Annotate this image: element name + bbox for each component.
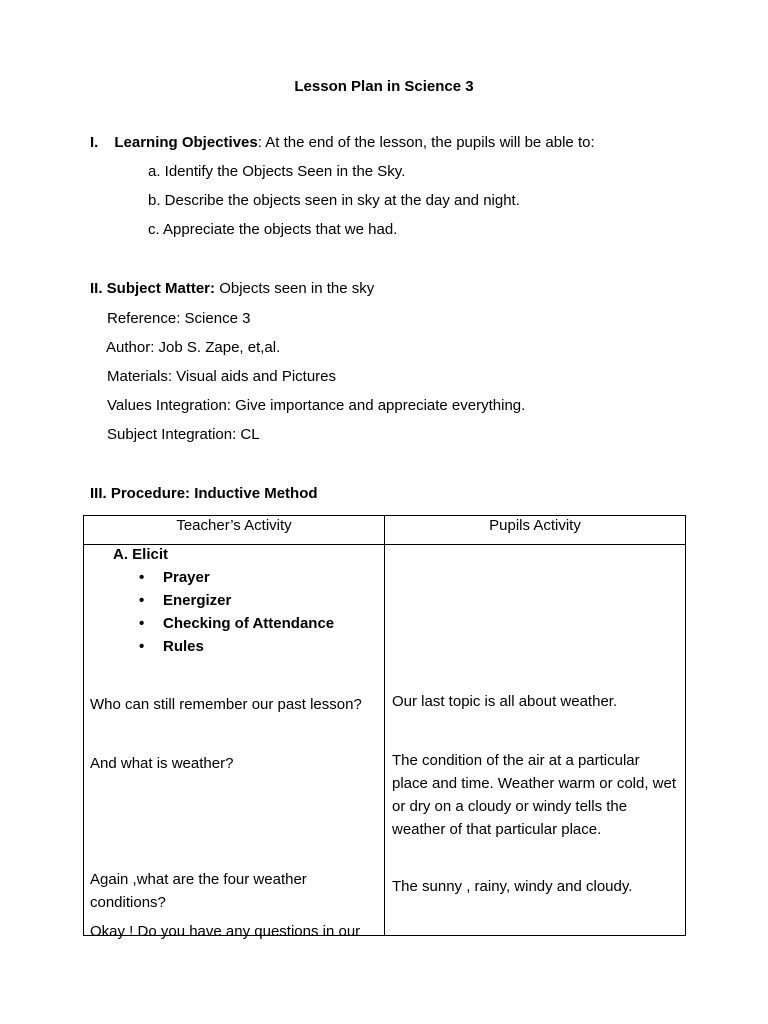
- pupil-answer: The sunny , rainy, windy and cloudy.: [392, 878, 633, 895]
- subject-matter-values-integration: Values Integration: Give importance and appreciate everything.: [107, 397, 526, 414]
- teacher-question-continued: conditions?: [90, 894, 166, 911]
- objective-item: c. Appreciate the objects that we had.: [148, 221, 398, 238]
- elicit-heading: A. Elicit: [113, 546, 169, 563]
- pupil-answer: Our last topic is all about weather.: [392, 693, 618, 710]
- teacher-question: Okay ! Do you have any questions in our: [90, 923, 361, 940]
- pupils-activity-header: Pupils Activity: [385, 516, 686, 545]
- objectives-heading: Learning Objectives: [114, 134, 258, 151]
- objective-item: a. Identify the Objects Seen in the Sky.: [148, 163, 406, 180]
- page-title: Lesson Plan in Science 3: [294, 78, 474, 95]
- procedure-table: [83, 515, 686, 940]
- subject-matter-line: [90, 280, 374, 298]
- teacher-activity-cell: [84, 545, 385, 940]
- elicit-item-rules: • Rules: [139, 635, 204, 658]
- teacher-question: And what is weather?: [90, 755, 234, 772]
- subject-matter-author: Author: Job S. Zape, et,al.: [106, 339, 281, 356]
- elicit-item-prayer: • Prayer: [139, 566, 210, 589]
- pupil-answer: The condition of the air at a particular: [392, 752, 640, 769]
- pupils-activity-cell: [385, 545, 686, 936]
- subject-matter-reference: Reference: Science 3: [107, 310, 251, 327]
- subject-matter-value: Objects seen in the sky: [215, 280, 375, 297]
- elicit-item-attendance: • Checking of Attendance: [139, 612, 334, 635]
- pupil-answer-continued: weather of that particular place.: [392, 821, 602, 838]
- subject-matter-subject-integration: Subject Integration: CL: [107, 426, 260, 443]
- subject-matter-materials: Materials: Visual aids and Pictures: [107, 368, 336, 385]
- teacher-question: Again ,what are the four weather: [90, 871, 307, 888]
- teacher-question: Who can still remember our past lesson?: [90, 696, 362, 713]
- bullet-icon: •: [139, 638, 145, 655]
- bullet-icon: •: [139, 569, 145, 586]
- bullet-icon: •: [139, 592, 145, 609]
- procedure-heading: III. Procedure: Inductive Method: [90, 485, 318, 502]
- pupil-answer-continued: place and time. Weather warm or cold, wet: [392, 775, 677, 792]
- objectives-line: [90, 134, 595, 152]
- table-header-row: [84, 516, 686, 545]
- elicit-item-energizer: • Energizer: [139, 589, 231, 612]
- objectives-numeral: I.: [90, 134, 99, 151]
- objectives-intro: : At the end of the lesson, the pupils will be able to:: [257, 134, 595, 151]
- table-row: [84, 545, 686, 936]
- pupil-answer-continued: or dry on a cloudy or windy tells the: [392, 798, 628, 815]
- objective-item: b. Describe the objects seen in sky at the day and night.: [148, 192, 520, 209]
- teacher-activity-header: Teacher’s Activity: [84, 516, 385, 545]
- bullet-icon: •: [139, 615, 145, 632]
- subject-matter-heading: II. Subject Matter:: [90, 280, 216, 297]
